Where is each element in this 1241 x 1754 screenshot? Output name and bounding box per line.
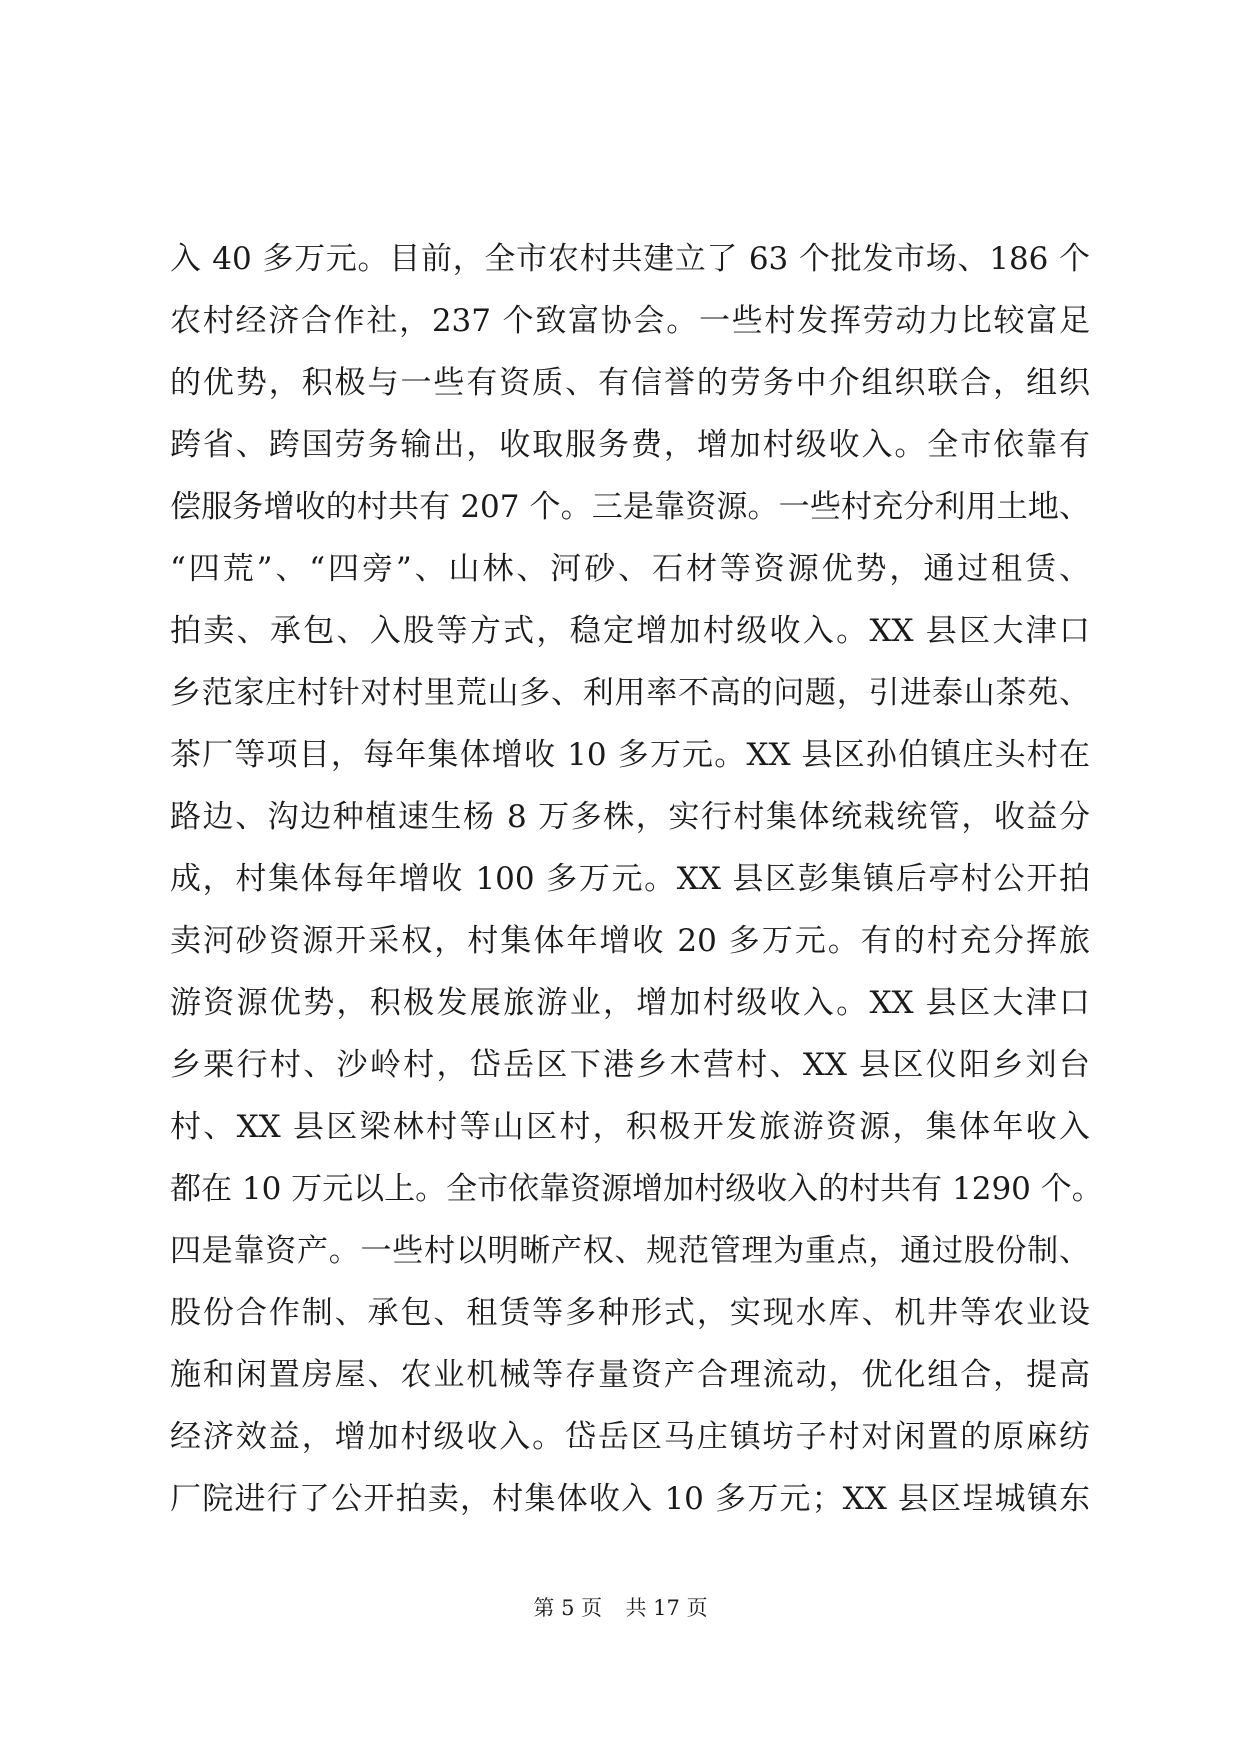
text-line: 厂院进行了公开拍卖，村集体收入 10 多万元；XX 县区埕城镇东 [170,1481,1090,1517]
text-line: 成，村集体每年增收 100 多万元。XX 县区彭集镇后亭村公开拍 [170,861,1090,897]
text-line: 都在 10 万元以上。全市依靠资源增加村级收入的村共有 1290 个。 [170,1171,1103,1207]
text-line: 股份合作制、承包、租赁等多种形式，实现水库、机井等农业设 [170,1295,1090,1331]
text-line: 路边、沟边种植速生杨 8 万多株，实行村集体统栽统管，收益分 [170,799,1090,835]
text-line: 卖河砂资源开采权，村集体年增收 20 多万元。有的村充分挥旅 [170,923,1090,959]
text-line: 乡栗行村、沙岭村，岱岳区下港乡木营村、XX 县区仪阳乡刘台 [170,1047,1090,1083]
text-line: 四是靠资产。一些村以明晰产权、规范管理为重点，通过股份制、 [170,1233,1090,1269]
text-line: 经济效益，增加村级收入。岱岳区马庄镇坊子村对闲置的原麻纺 [170,1419,1090,1455]
text-line: 偿服务增收的村共有 207 个。三是靠资源。一些村充分利用土地、 [170,489,1090,525]
text-line: 茶厂等项目，每年集体增收 10 多万元。XX 县区孙伯镇庄头村在 [170,737,1090,773]
text-line: “四荒”、“四旁”、山林、河砂、石材等资源优势，通过租赁、 [170,551,1090,587]
page-footer [0,1594,1241,1622]
page-number: 第 5 页 [533,1596,603,1620]
text-line: 拍卖、承包、入股等方式，稳定增加村级收入。XX 县区大津口 [170,613,1090,649]
text-line: 入 40 多万元。目前，全市农村共建立了 63 个批发市场、186 个 [170,241,1090,277]
text-line: 施和闲置房屋、农业机械等存量资产合理流动，优化组合，提高 [170,1357,1090,1393]
text-line: 跨省、跨国劳务输出，收取服务费，增加村级收入。全市依靠有 [170,427,1090,463]
text-line: 游资源优势，积极发展旅游业，增加村级收入。XX 县区大津口 [170,985,1090,1021]
text-line: 农村经济合作社，237 个致富协会。一些村发挥劳动力比较富足 [170,303,1090,339]
text-line: 村、XX 县区梁林村等山区村，积极开发旅游资源，集体年收入 [170,1109,1090,1145]
document-body [170,228,1103,1530]
text-line: 乡范家庄村针对村里荒山多、利用率不高的问题，引进泰山茶苑、 [170,675,1090,711]
page-total: 共 17 页 [625,1596,708,1620]
text-line: 的优势，积极与一些有资质、有信誉的劳务中介组织联合，组织 [170,365,1090,401]
